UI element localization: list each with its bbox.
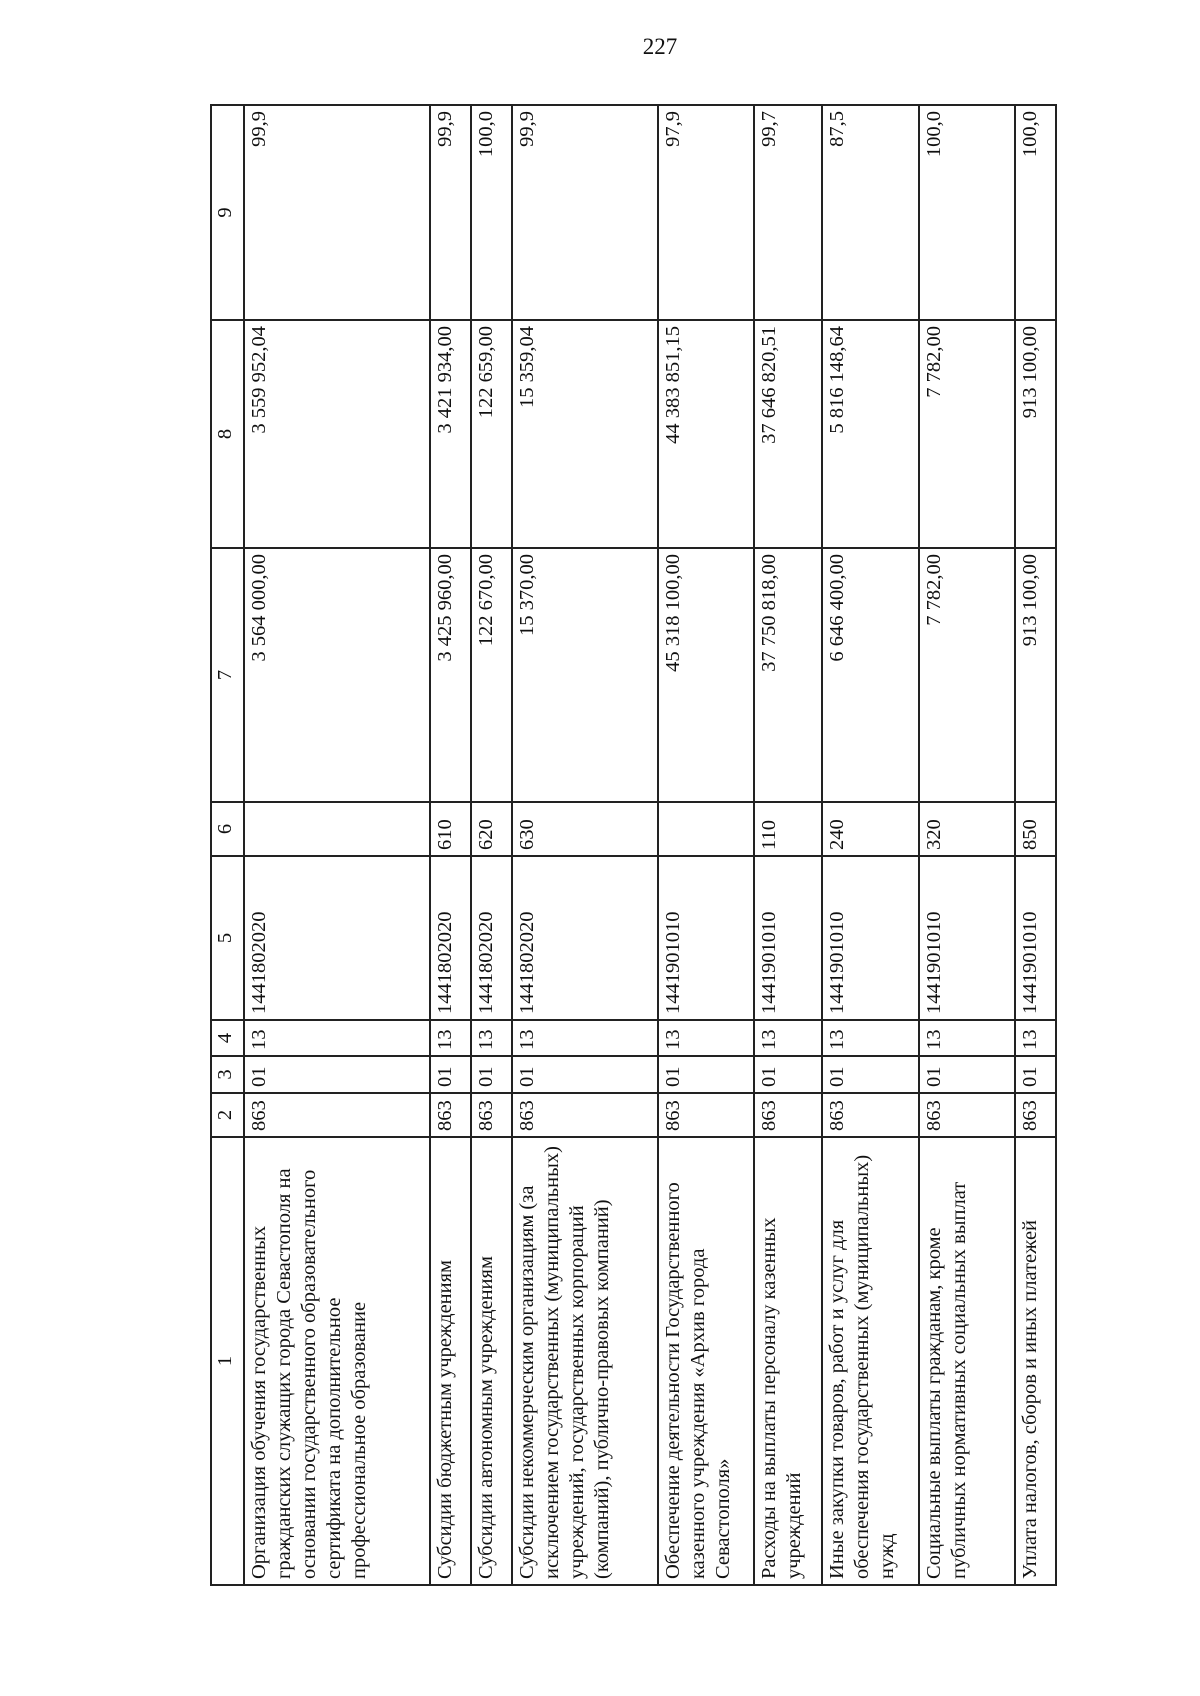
- section-cell: 01: [919, 1056, 1015, 1093]
- description-cell: Субсидии бюджетным учреждениям: [430, 1137, 471, 1585]
- subsection-cell: 13: [430, 1020, 471, 1056]
- admin-code-cell: 863: [471, 1093, 512, 1137]
- executed-amount-cell: 5 816 148,64: [822, 320, 918, 548]
- description-cell: Субсидии некоммерческим организациям (за исключением государственных (муниципальных) учреждений, государственных корпораций (компаний), публично-правовых компаний): [512, 1137, 658, 1585]
- description-cell: Иные закупки товаров, работ и услуг для обеспечения государственных (муниципальных) нужд: [822, 1137, 918, 1585]
- table-row: [1015, 105, 1056, 1585]
- planned-amount-cell: 37 750 818,00: [754, 548, 822, 802]
- header-row: [211, 105, 244, 1585]
- section-cell: 01: [512, 1056, 658, 1093]
- percent-cell: 99,9: [430, 105, 471, 320]
- description-cell: Социальные выплаты гражданам, кроме публичных нормативных социальных выплат: [919, 1137, 1015, 1585]
- expense-type-cell: 110: [754, 802, 822, 856]
- subsection-cell: 13: [471, 1020, 512, 1056]
- section-cell: 01: [658, 1056, 754, 1093]
- column-header: 6: [211, 802, 244, 856]
- planned-amount-cell: 7 782,00: [919, 548, 1015, 802]
- target-article-cell: 1441901010: [1015, 856, 1056, 1020]
- executed-amount-cell: 913 100,00: [1015, 320, 1056, 548]
- percent-cell: 99,9: [512, 105, 658, 320]
- target-article-cell: 1441802020: [471, 856, 512, 1020]
- column-header: 3: [211, 1056, 244, 1093]
- percent-cell: 100,0: [471, 105, 512, 320]
- section-cell: 01: [430, 1056, 471, 1093]
- subsection-cell: 13: [658, 1020, 754, 1056]
- target-article-cell: 1441901010: [919, 856, 1015, 1020]
- admin-code-cell: 863: [822, 1093, 918, 1137]
- admin-code-cell: 863: [658, 1093, 754, 1137]
- subsection-cell: 13: [1015, 1020, 1056, 1056]
- table-row: [754, 105, 822, 1585]
- executed-amount-cell: 122 659,00: [471, 320, 512, 548]
- subsection-cell: 13: [919, 1020, 1015, 1056]
- subsection-cell: 13: [244, 1020, 431, 1056]
- table-row: [512, 105, 658, 1585]
- page-number: 227: [642, 34, 678, 59]
- budget-table: [210, 104, 1057, 1586]
- percent-cell: 100,0: [1015, 105, 1056, 320]
- expense-type-cell: 240: [822, 802, 918, 856]
- table-row: [919, 105, 1015, 1585]
- target-article-cell: 1441901010: [754, 856, 822, 1020]
- target-article-cell: 1441802020: [244, 856, 431, 1020]
- description-cell: Уплата налогов, сборов и иных платежей: [1015, 1137, 1056, 1585]
- target-article-cell: 1441802020: [430, 856, 471, 1020]
- target-article-cell: 1441901010: [658, 856, 754, 1020]
- percent-cell: 87,5: [822, 105, 918, 320]
- admin-code-cell: 863: [430, 1093, 471, 1137]
- table-row: [658, 105, 754, 1585]
- description-cell: Обеспечение деятельности Государственного казенного учреждения «Архив города Севастополя»: [658, 1137, 754, 1585]
- column-header: 1: [211, 1137, 244, 1585]
- expense-type-cell: [244, 802, 431, 856]
- expense-type-cell: [658, 802, 754, 856]
- planned-amount-cell: 6 646 400,00: [822, 548, 918, 802]
- description-cell: Организация обучения государственных гражданских служащих города Севастополя на основании государственного образовательного сертификата на дополнительное профессиональное образование: [244, 1137, 431, 1585]
- table-row: [244, 105, 431, 1585]
- percent-cell: 97,9: [658, 105, 754, 320]
- budget-table-wrapper: [210, 106, 1057, 1586]
- percent-cell: 99,9: [244, 105, 431, 320]
- executed-amount-cell: 7 782,00: [919, 320, 1015, 548]
- description-cell: Субсидии автономным учреждениям: [471, 1137, 512, 1585]
- subsection-cell: 13: [822, 1020, 918, 1056]
- executed-amount-cell: 37 646 820,51: [754, 320, 822, 548]
- planned-amount-cell: 15 370,00: [512, 548, 658, 802]
- admin-code-cell: 863: [1015, 1093, 1056, 1137]
- section-cell: 01: [822, 1056, 918, 1093]
- table-row: [430, 105, 471, 1585]
- section-cell: 01: [754, 1056, 822, 1093]
- planned-amount-cell: 45 318 100,00: [658, 548, 754, 802]
- planned-amount-cell: 3 564 000,00: [244, 548, 431, 802]
- executed-amount-cell: 15 359,04: [512, 320, 658, 548]
- executed-amount-cell: 44 383 851,15: [658, 320, 754, 548]
- description-cell: Расходы на выплаты персоналу казенных учреждений: [754, 1137, 822, 1585]
- admin-code-cell: 863: [919, 1093, 1015, 1137]
- admin-code-cell: 863: [244, 1093, 431, 1137]
- percent-cell: 99,7: [754, 105, 822, 320]
- section-cell: 01: [1015, 1056, 1056, 1093]
- executed-amount-cell: 3 421 934,00: [430, 320, 471, 548]
- executed-amount-cell: 3 559 952,04: [244, 320, 431, 548]
- table-row: [822, 105, 918, 1585]
- expense-type-cell: 630: [512, 802, 658, 856]
- section-cell: 01: [471, 1056, 512, 1093]
- expense-type-cell: 610: [430, 802, 471, 856]
- expense-type-cell: 850: [1015, 802, 1056, 856]
- column-header: 4: [211, 1020, 244, 1056]
- percent-cell: 100,0: [919, 105, 1015, 320]
- target-article-cell: 1441802020: [512, 856, 658, 1020]
- table-row: [471, 105, 512, 1585]
- column-header: 7: [211, 548, 244, 802]
- table-body: [211, 105, 1056, 1585]
- subsection-cell: 13: [754, 1020, 822, 1056]
- column-header: 2: [211, 1093, 244, 1137]
- subsection-cell: 13: [512, 1020, 658, 1056]
- column-header: 8: [211, 320, 244, 548]
- planned-amount-cell: 3 425 960,00: [430, 548, 471, 802]
- column-header: 5: [211, 856, 244, 1020]
- section-cell: 01: [244, 1056, 431, 1093]
- planned-amount-cell: 913 100,00: [1015, 548, 1056, 802]
- target-article-cell: 1441901010: [822, 856, 918, 1020]
- expense-type-cell: 620: [471, 802, 512, 856]
- column-header: 9: [211, 105, 244, 320]
- planned-amount-cell: 122 670,00: [471, 548, 512, 802]
- admin-code-cell: 863: [512, 1093, 658, 1137]
- admin-code-cell: 863: [754, 1093, 822, 1137]
- expense-type-cell: 320: [919, 802, 1015, 856]
